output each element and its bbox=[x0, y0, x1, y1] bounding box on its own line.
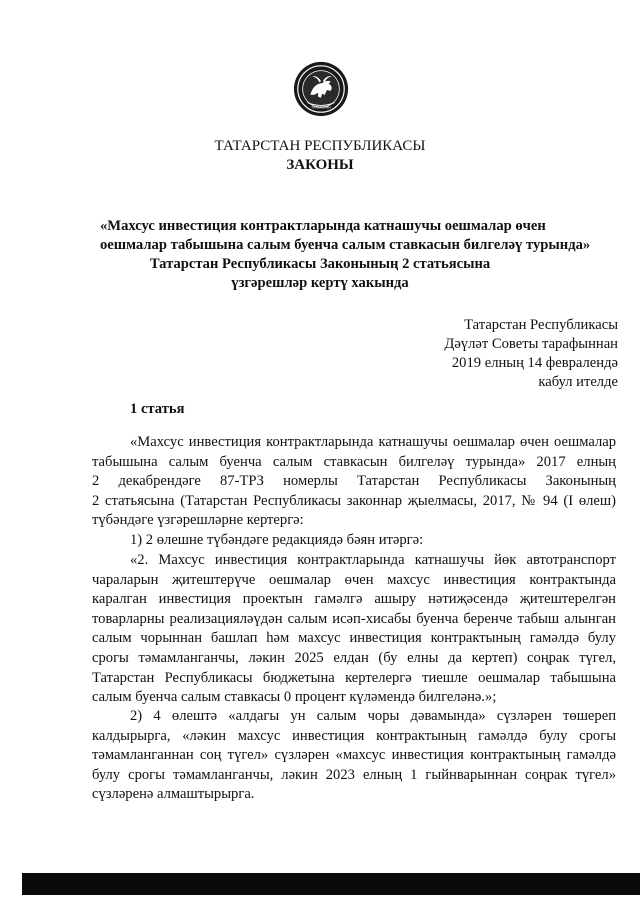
paragraph-intro bbox=[92, 433, 616, 531]
paragraph-line: «2. Махсус инвестиция контрактларында катнашучы йөк автотранспорт bbox=[130, 552, 616, 568]
paragraph-line: калдырырга, «ләкин махсус инвестиция контрактының гамәлдә булу срогы bbox=[92, 727, 616, 744]
item-2 bbox=[92, 707, 616, 805]
paragraph-line: срогы тәмамланганчы, ләкин 2025 елдан (бу елны да кертеп) соңрак түгел, bbox=[92, 649, 616, 666]
paragraph-line: каралган инвестиция проектын гамәлгә ашыру нәтиҗәсендә җитештерелгән bbox=[92, 591, 616, 608]
item-1-intro bbox=[92, 531, 616, 551]
paragraph-line: табышына салым буенча салым ставкасын билгеләү турында» 2017 елның bbox=[92, 453, 616, 470]
paragraph-line: 1) 2 өлешне түбәндәге редакциядә бәян итәргә: bbox=[130, 532, 424, 548]
item-1-quote bbox=[92, 551, 616, 708]
paragraph-line: 2 статьясына (Татарстан Республикасы законнар җыелмасы, 2017, № 94 (I өлеш) bbox=[92, 492, 616, 509]
adoption-note bbox=[444, 316, 618, 392]
title-line: үзгәрешләр кертү хакында bbox=[231, 275, 409, 291]
paragraph-line: «Махсус инвестиция контрактларында катнашучы оешмалар өчен оешмалар bbox=[130, 434, 616, 450]
paragraph-line: тәмамланганнан соң түгел» сүзләрен «махсус инвестиция контрактының гамәлдә bbox=[92, 747, 616, 764]
paragraph-line: Татарстан Республикасы бюджетына кертелергә тиешле оешмалар табышына bbox=[92, 669, 616, 686]
adoption-line: Татарстан Республикасы bbox=[464, 317, 618, 333]
paragraph-line: 2 декабрендәге 87-ТРЗ номерлы Татарстан Республикасы Законының bbox=[92, 473, 616, 490]
header-republic: ТАТАРСТАН РЕСПУБЛИКАСЫ bbox=[214, 138, 426, 154]
paragraph-line: 2) 4 өлештә «алдагы ун салым чоры дәвамында» сүзләрен төшереп bbox=[130, 708, 616, 724]
scan-edge-bar bbox=[22, 873, 640, 895]
adoption-line: 2019 елның 14 февралендә bbox=[451, 355, 618, 371]
tatarstan-emblem-icon bbox=[292, 60, 350, 118]
title-line: оешмалар табышына салым буенча салым ставкасын билгеләү турында» bbox=[100, 237, 591, 253]
paragraph-line: сүзләренә алмаштырырга. bbox=[92, 786, 255, 803]
header-law: ЗАКОНЫ bbox=[286, 157, 354, 173]
paragraph-line: түбәндәге үзгәрешләрне кертергә: bbox=[92, 512, 304, 529]
paragraph-line: чараларын җитештерүче оешмалар өчен махсус инвестиция контрактында bbox=[92, 571, 616, 588]
paragraph-line: салым чорыннан башлап һәм махсус инвестиция контрактының гамәлдә булу bbox=[92, 630, 616, 647]
title-line: Татарстан Республикасы Законының 2 статьясына bbox=[149, 256, 491, 272]
adoption-line: Дәүләт Советы тарафыннан bbox=[444, 336, 618, 352]
article-heading: 1 статья bbox=[130, 401, 185, 417]
paragraph-line: салым буенча салым ставкасы 0 процент күләмендә билгеләнә.»; bbox=[92, 689, 497, 706]
paragraph-line: булу срогы тәмамланганчы, ләкин 2023 елның 1 гыйнварыннан соңрак түгел» bbox=[92, 766, 616, 783]
title-line: «Махсус инвестиция контрактларында катнашучы оешмалар өчен bbox=[100, 218, 546, 234]
law-title bbox=[100, 217, 591, 293]
paragraph-line: товарларны реализацияләүдән салым исәп-хисабы буенча беренче табыш алынган bbox=[92, 610, 616, 627]
emblem-caption: ТАТАРСТАН bbox=[311, 105, 331, 110]
adoption-line: кабул ителде bbox=[538, 374, 618, 390]
